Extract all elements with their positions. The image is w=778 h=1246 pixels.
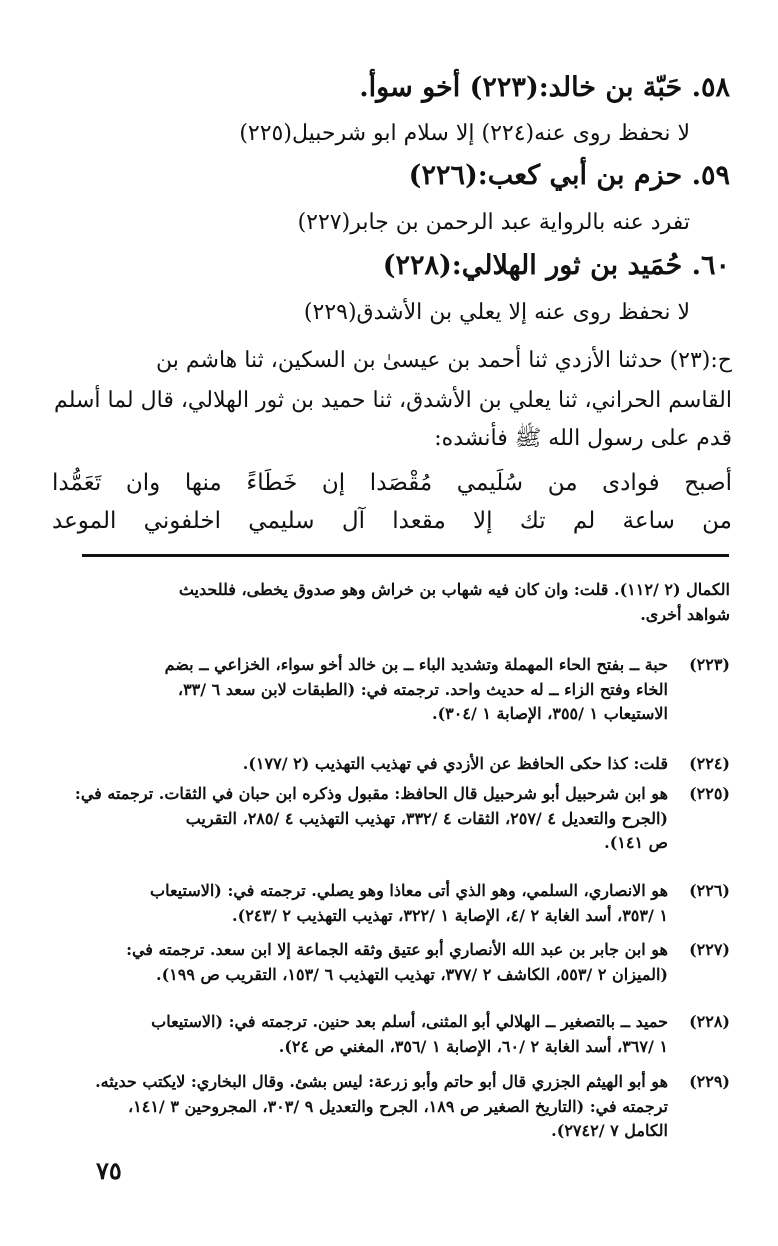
footnote-number: (٢٢٩) — [689, 1072, 730, 1091]
footnote-text: (الميزان ٢ /٥٥٣، الكاشف ٢ /٣٧٧، تهذيب التهذيب ٦ /١٥٣، التقريب ص ١٩٩). — [156, 964, 668, 984]
footnote-225 — [50, 782, 730, 856]
footnote-text: ١ /٣٦٧، أسد الغابة ٢ /٦٠، الإصابة ١ /٣٥٦، المغني ص ٢٤). — [278, 1036, 668, 1056]
footnote-text: هو ابن جابر بن عبد الله الأنصاري أبو عتيق وثقه الجماعة إلا ابن سعد. ترجمته في: — [126, 940, 668, 959]
footnote-text: هو الانصاري، السلمي، وهو الذي أتى معاذا وهو يصلي. ترجمته في: (الاستيعاب — [150, 881, 668, 900]
footnote-text: الكامل ٧ /٢٧٤٢). — [551, 1121, 668, 1140]
footnote-text: هو ابن شرحبيل أبو شرحبيل قال الحافظ: مقبول وذكره ابن حبان في الثقات. ترجمته في: — [74, 784, 668, 803]
footnote-text: قلت: كذا حكى الحافظ عن الأزدي في تهذيب التهذيب (٢ /١٧٧). — [242, 754, 668, 773]
footnote-text: (الجرح والتعديل ٤ /٢٥٧، الثقات ٤ /٣٣٢، تهذيب التهذيب ٤ /٢٨٥، التقريب — [185, 808, 668, 828]
footnote-text: شواهد أخرى. — [640, 604, 730, 624]
footnote-224 — [50, 752, 730, 777]
entry-heading-58: ٥٨. حَبّة بن خالد:(٢٢٣) أخو سوأ. — [359, 72, 730, 103]
footnote-text: ترجمته في: (التاريخ الصغير ص ١٨٩، الجرح والتعديل ٩ /٣٠٣، المجروحين ٣ /١٤١، — [127, 1096, 668, 1116]
entry-body-58: لا نحفظ روى عنه(٢٢٤) إلا سلام ابو شرحبيل(٢٢٥) — [239, 121, 690, 146]
entry-heading-59: ٥٩. حزم بن أبي كعب:(٢٢٦) — [408, 160, 730, 191]
hadith-line-1: ح:(٢٣) حدثنا الأزدي ثنا أحمد بن عيسىٰ بن السكين، ثنا هاشم بن — [156, 348, 732, 373]
footnote-text: هو أبو الهيثم الجزري قال أبو حاتم وأبو زرعة: ليس بشئ. وقال البخاري: لايكتب حديثه. — [95, 1072, 668, 1091]
footnote-text: الاستيعاب ١ /٣٥٥، الإصابة ١ /٣٠٤). — [432, 704, 668, 723]
poem-line-2: من ساعة لم تك إلا مقعدا آل سليمي اخلفوني الموعد — [52, 508, 732, 534]
footnote-continuation — [50, 578, 730, 627]
entry-body-59: تفرد عنه بالرواية عبد الرحمن بن جابر(٢٢٧) — [297, 210, 690, 235]
footnote-226 — [50, 879, 730, 928]
footnote-text: حميد ــ بالتصغير ــ الهلالي أبو المثنى، أسلم بعد حنين. ترجمته في: (الاستيعاب — [151, 1012, 668, 1031]
poem-line-1: أصبح فوادى من سُلَيمي مُقْصَدا إن خَطَاءً منها وان تَعَمُّدا — [52, 470, 732, 496]
footnote-number: (٢٢٤) — [689, 754, 730, 773]
footnote-text: حبة ــ بفتح الحاء المهملة وتشديد الباء ــ بن خالد أخو سواء، الخزاعي ــ بضم — [164, 655, 668, 674]
footnote-text: ص ١٤١). — [604, 833, 668, 852]
hadith-line-2: القاسم الحراني، ثنا يعلي بن الأشدق، ثنا حميد بن ثور الهلالي، قال لما أسلم — [54, 388, 732, 413]
footnote-228 — [50, 1010, 730, 1059]
footnote-text: الكمال (٢ /١١٢). قلت: وان كان فيه شهاب بن خراش وهو صدوق يخطى، فللحديث — [178, 580, 730, 599]
footnote-number: (٢٢٧) — [689, 940, 730, 959]
footnote-text: ١ /٣٥٣، أسد الغابة ٢ /٤، الإصابة ١ /٣٢٢، تهذيب التهذيب ٢ /٢٤٣). — [232, 905, 668, 925]
footnote-223 — [50, 653, 730, 727]
entry-body-60: لا نحفظ روى عنه إلا يعلي بن الأشدق(٢٢٩) — [303, 300, 690, 325]
footnote-227 — [50, 938, 730, 987]
footnote-number: (٢٢٦) — [689, 881, 730, 900]
footnote-number: (٢٢٣) — [689, 655, 730, 674]
footnote-number: (٢٢٨) — [689, 1012, 730, 1031]
entry-heading-60: ٦٠. حُمَيد بن ثور الهلالي:(٢٢٨) — [382, 250, 730, 281]
footnote-229 — [50, 1070, 730, 1144]
footnote-divider — [82, 554, 729, 557]
footnote-number: (٢٢٥) — [689, 784, 730, 803]
page-number: ٧٥ — [96, 1156, 122, 1185]
hadith-line-3: قدم على رسول الله ﷺ فأنشده: — [434, 426, 732, 451]
footnote-text: الخاء وفتح الزاء ــ له حديث واحد. ترجمته في: (الطبقات لابن سعد ٦ /٣٣، — [177, 679, 668, 699]
